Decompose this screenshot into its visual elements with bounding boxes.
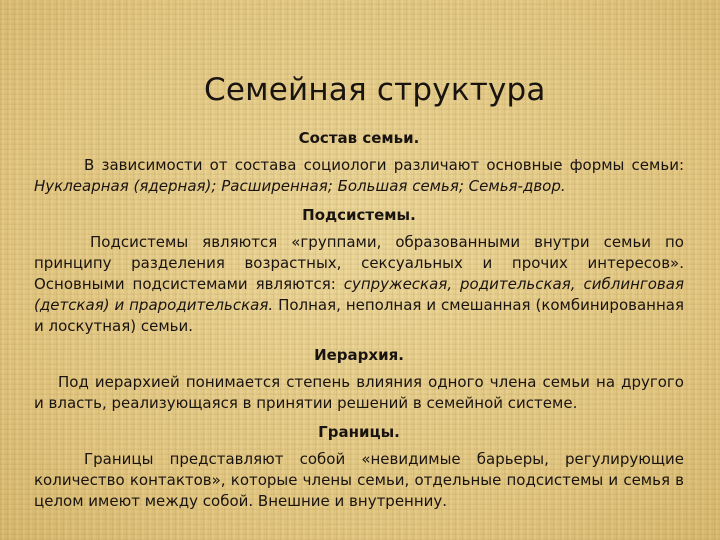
boundaries-text: Границы представляют собой «невидимые барьеры, регулирующие количество контактов», которые члены семьи, отдельные подсистемы и семья в целом имеют между собой. Внешние и внутренниу.	[34, 450, 684, 510]
heading-composition: Состав семьи.	[298, 129, 420, 147]
heading-boundaries: Границы.	[318, 423, 400, 441]
paragraph-subsystems	[34, 232, 684, 337]
composition-forms: Нуклеарная (ядерная); Расширенная; Большая семья; Семья-двор.	[34, 177, 566, 195]
slide-title: Семейная структура	[204, 72, 546, 108]
paragraph-composition	[34, 155, 684, 197]
subsystems-types: супружеская, родительская, сиблинговая (детская) и прародительская.	[34, 275, 684, 314]
subsystems-family-types: Полная, неполная и смешанная (комбинированная и лоскутная) семьи.	[34, 296, 684, 335]
paragraph-hierarchy	[34, 372, 684, 414]
heading-hierarchy: Иерархия.	[314, 346, 404, 364]
heading-subsystems: Подсистемы.	[302, 206, 416, 224]
paragraph-boundaries	[34, 449, 684, 512]
hierarchy-text: Под иерархией понимается степень влияния одного члена семьи на другого и власть, реализующаяся в принятии решений в семейной системе.	[34, 373, 684, 412]
slide-content	[34, 120, 684, 516]
subsystems-text: Подсистемы являются «группами, образованными внутри семьи по принципу разделения возрастных, сексуальных и прочих интересов». Основными подсистемами являются:	[34, 233, 684, 293]
composition-text: В зависимости от состава социологи различают основные формы семьи:	[84, 156, 684, 174]
